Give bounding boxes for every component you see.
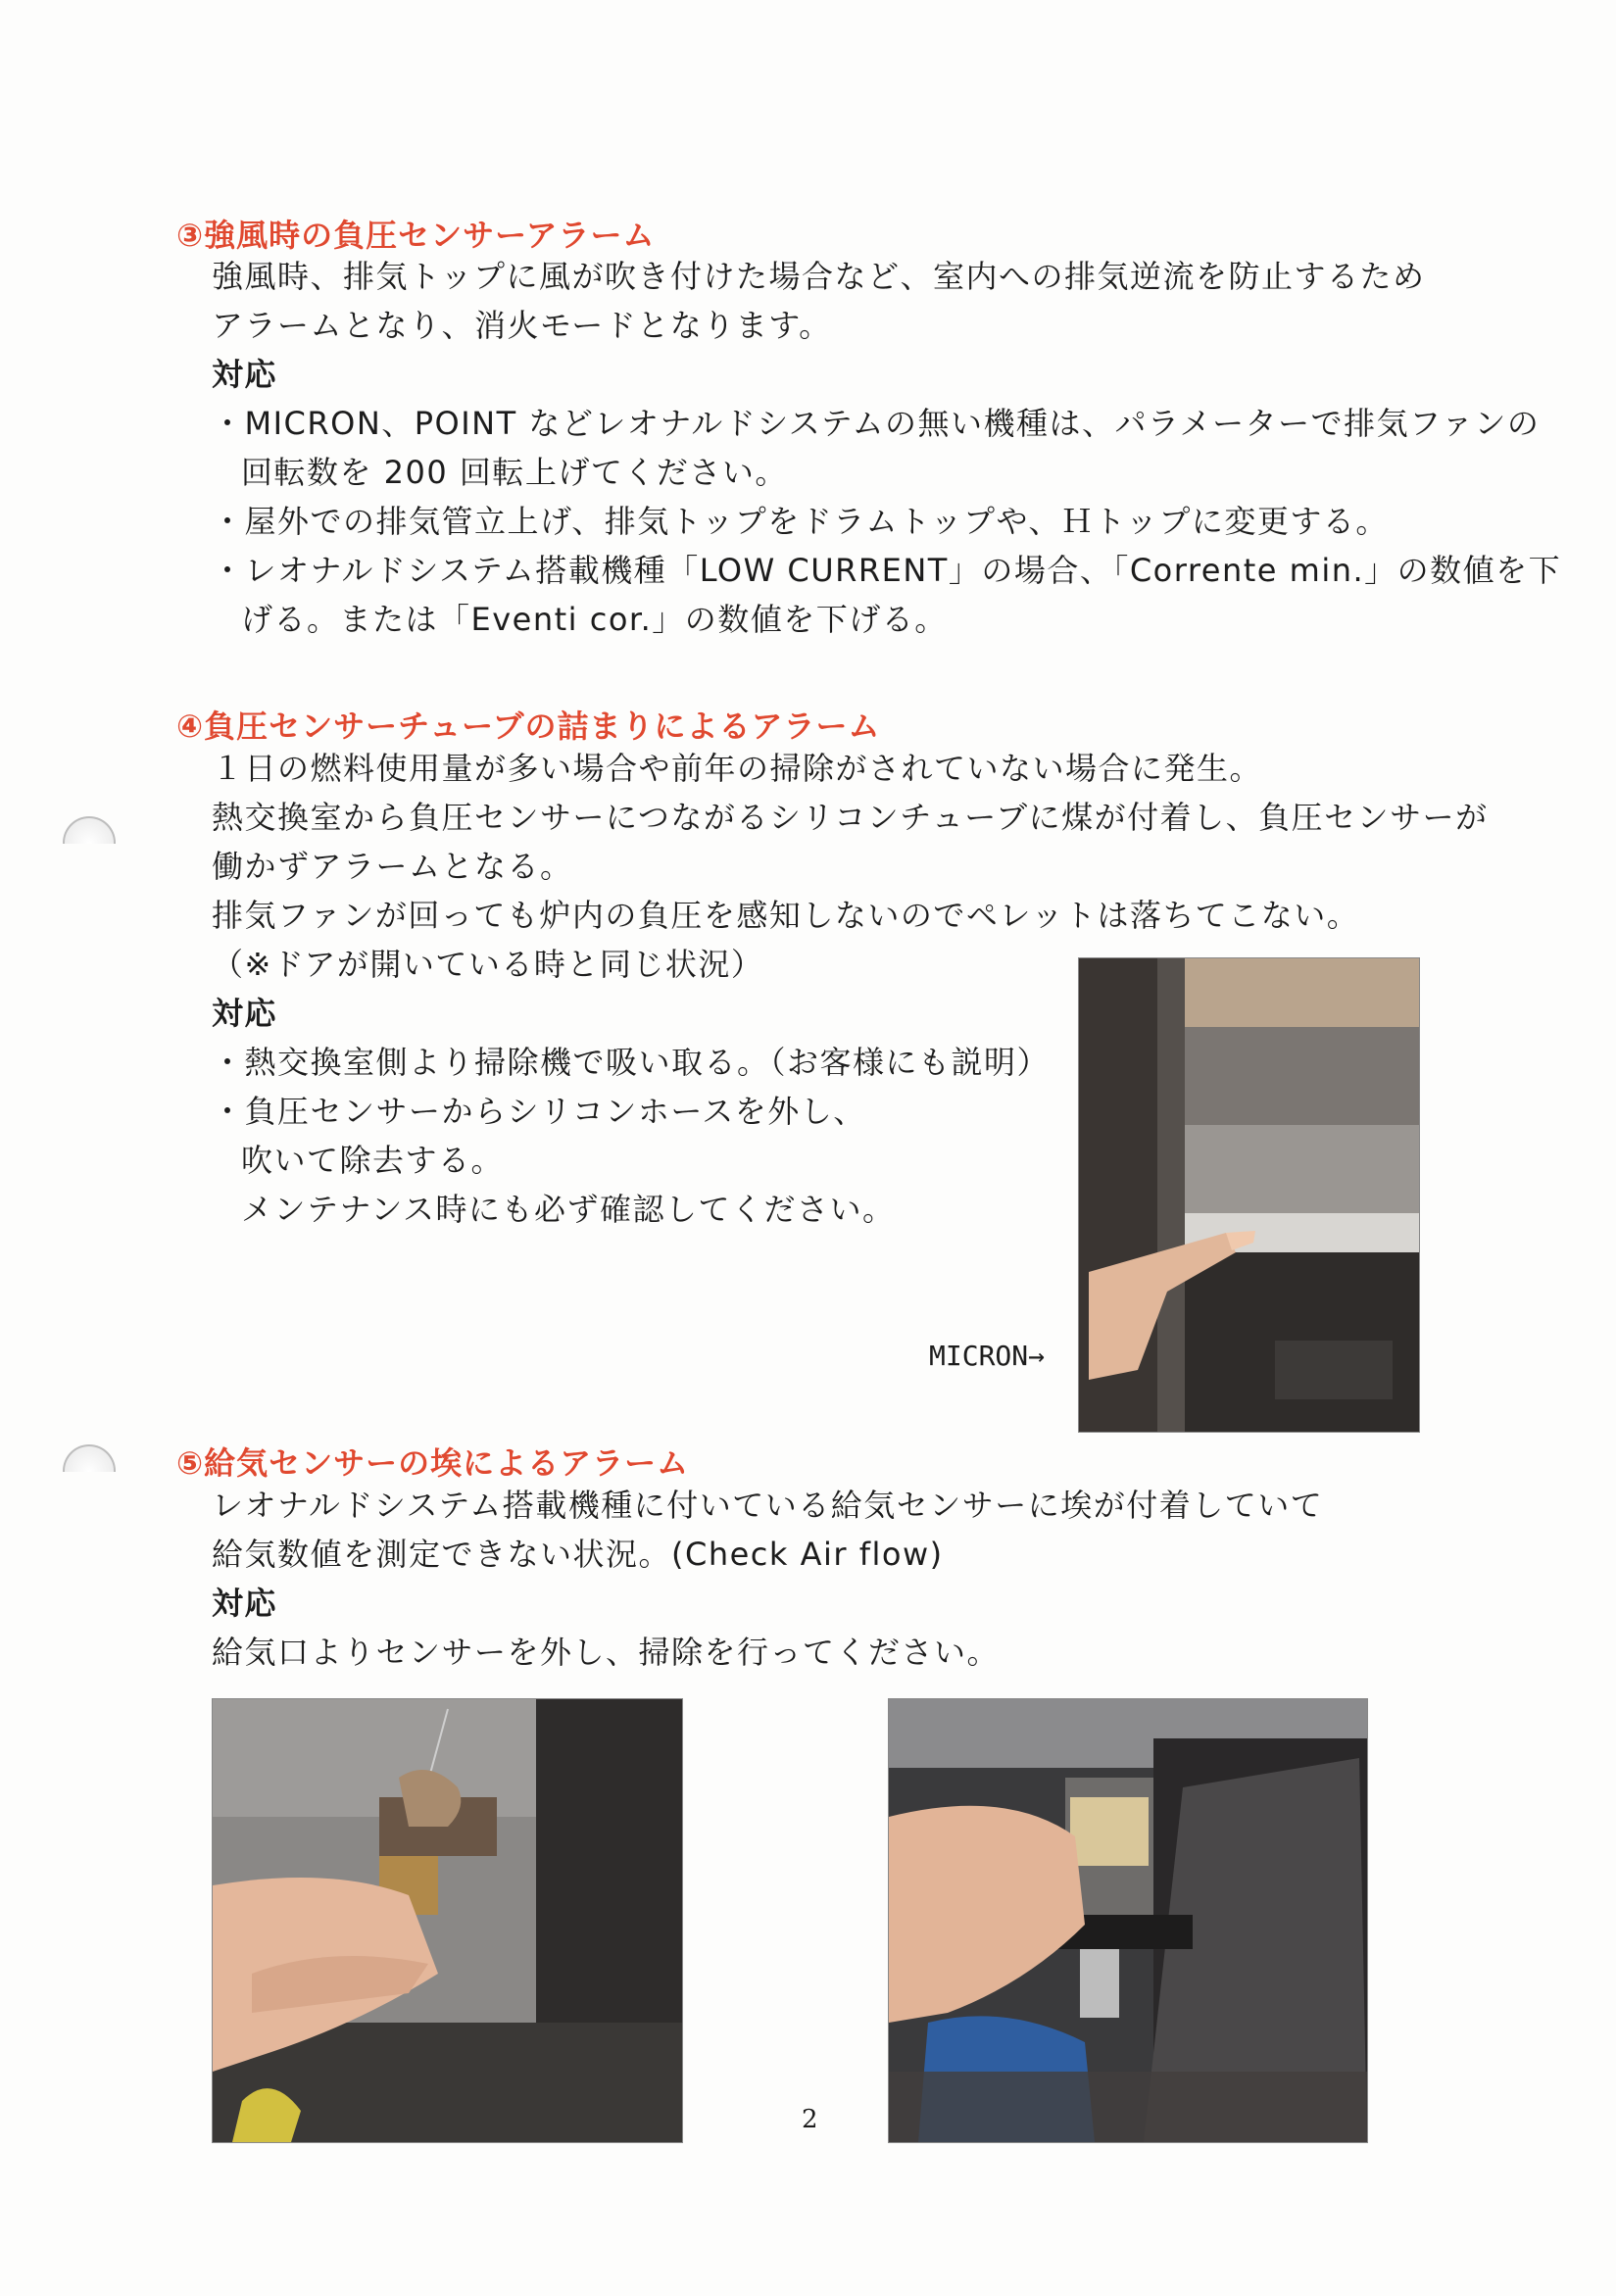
micron-photo-caption: MICRON→ xyxy=(929,1340,1046,1372)
section5-heading: ⑤給気センサーの埃によるアラーム xyxy=(176,1444,690,1482)
micron-stove-photo xyxy=(1078,957,1420,1433)
section5-action: 給気口よりセンサーを外し、掃除を行ってください。 xyxy=(212,1634,1001,1671)
section4-text: 働かずアラームとなる。 xyxy=(212,848,573,885)
section4-sub-heading: 対応 xyxy=(212,995,278,1032)
section5-text: レオナルドシステム搭載機種に付いている給気センサーに埃が付着していて xyxy=(212,1487,1324,1524)
section3-item: げる。または「Eventi cor.」の数値を下げる。 xyxy=(241,601,948,638)
section4-text: 熱交換室から負圧センサーにつながるシリコンチューブに煤が付着し、負圧センサーが xyxy=(212,799,1489,836)
sensor-removed-photo xyxy=(888,1698,1368,2143)
section3-item: 回転数を 200 回転上げてください。 xyxy=(241,454,788,491)
section5-text: 給気数値を測定できない状況。(Check Air flow) xyxy=(212,1536,944,1573)
dusty-sensor-photo xyxy=(212,1698,683,2143)
section3-item: ・屋外での排気管立上げ、排気トップをドラムトップや、Ｈトップに変更する。 xyxy=(212,503,1389,540)
section3-item: ・レオナルドシステム搭載機種「LOW CURRENT」の場合、「Corrente min.」の数値を下 xyxy=(212,552,1562,589)
section4-item: 吹いて除去する。 xyxy=(241,1142,505,1179)
section3-item: ・MICRON、POINT などレオナルドシステムの無い機種は、パラメーターで排気ファンの xyxy=(212,405,1541,442)
section5-sub-heading: 対応 xyxy=(212,1585,278,1622)
section4-text: （※ドアが開いている時と同じ状況） xyxy=(212,946,764,983)
section3-text: アラームとなり、消火モードとなります。 xyxy=(212,307,832,344)
section3-heading: ③強風時の負圧センサーアラーム xyxy=(176,217,656,254)
section4-heading: ④負圧センサーチューブの詰まりによるアラーム xyxy=(176,708,881,745)
section4-item: ・熱交換室側より掃除機で吸い取る。（お客様にも説明） xyxy=(212,1044,1051,1081)
section4-item: ・負圧センサーからシリコンホースを外し、 xyxy=(212,1093,866,1130)
section3-sub-heading: 対応 xyxy=(212,356,278,393)
section4-item: メンテナンス時にも必ず確認してください。 xyxy=(241,1191,896,1228)
punch-hole xyxy=(63,816,116,844)
section4-text: １日の燃料使用量が多い場合や前年の掃除がされていない場合に発生。 xyxy=(212,750,1263,787)
page-number: 2 xyxy=(802,2105,818,2134)
punch-hole xyxy=(63,1444,116,1472)
section4-text: 排気ファンが回っても炉内の負圧を感知しないのでペレットは落ちてこない。 xyxy=(212,897,1360,934)
section3-text: 強風時、排気トップに風が吹き付けた場合など、室内への排気逆流を防止するため xyxy=(212,258,1426,295)
